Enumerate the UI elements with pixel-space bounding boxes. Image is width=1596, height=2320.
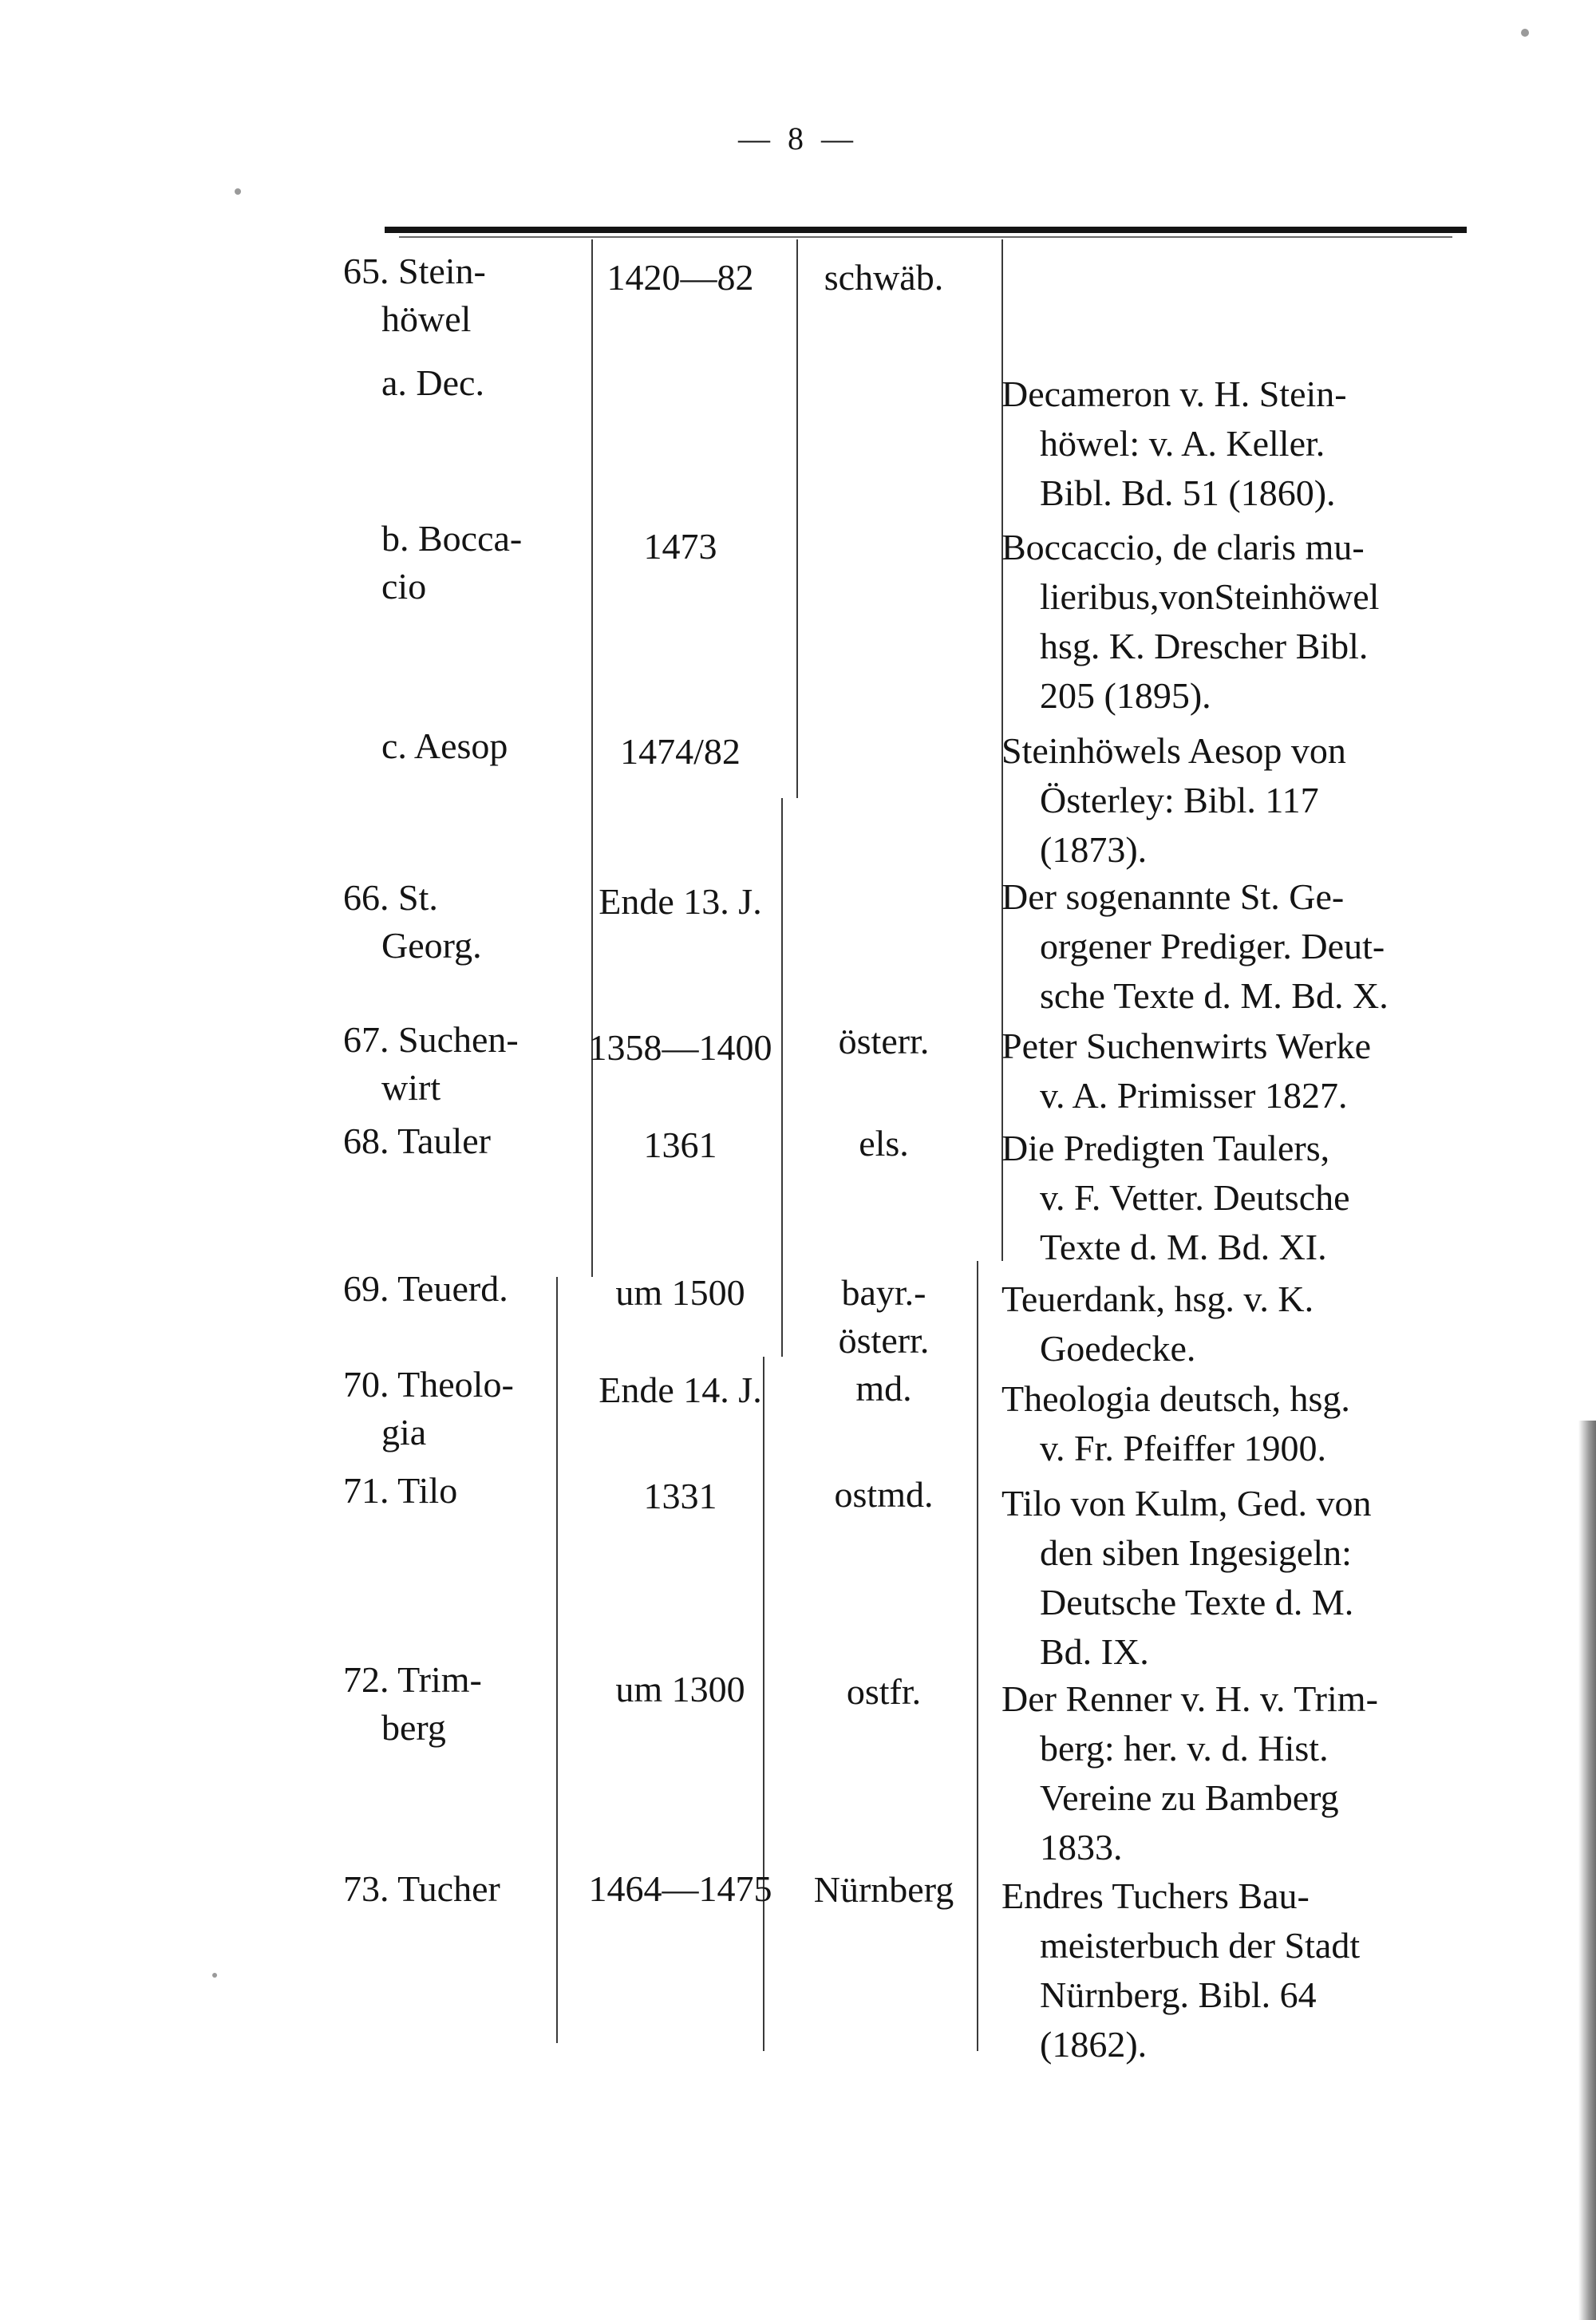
scan-speck: [212, 1973, 217, 1978]
entry-name: b. Bocca- cio: [381, 518, 523, 607]
entry-edition: Decameron v. H. Stein- höwel: v. A. Keller. Bibl. Bd. 51 (1860).: [1001, 373, 1347, 513]
page-number: — 8 —: [738, 121, 858, 156]
entry-dialect: ostmd.: [834, 1474, 934, 1515]
column-divider: [796, 239, 798, 798]
entry-dialect: bayr.- österr.: [838, 1272, 930, 1361]
entry-edition: Teuerdank, hsg. v. K. Goedecke.: [1001, 1279, 1314, 1369]
entry-date: 1358—1400: [588, 1027, 772, 1068]
entry-date: Ende 14. J.: [598, 1369, 762, 1410]
entry-date: 1464—1475: [588, 1868, 772, 1909]
entry-edition: Theologia deutsch, hsg. v. Fr. Pfeiffer 1900.: [1001, 1378, 1350, 1468]
scan-speck: [235, 188, 241, 195]
entry-dialect: els.: [859, 1123, 909, 1164]
entry-date: 1474/82: [620, 731, 741, 772]
header-rule-thin: [399, 236, 1452, 238]
entry-name: 73. Tucher: [343, 1868, 500, 1909]
entry-name: a. Dec.: [381, 362, 484, 403]
entry-name: c. Aesop: [381, 725, 508, 766]
header-rule: [385, 227, 1467, 233]
entry-name: 72. Trim- berg: [343, 1659, 482, 1748]
entry-name: 67. Suchen- wirt: [343, 1019, 519, 1108]
entry-date: 1473: [643, 526, 717, 567]
entry-dialect: schwäb.: [824, 257, 944, 298]
entry-name: 69. Teuerd.: [343, 1268, 508, 1309]
entry-edition: Boccaccio, de claris mu- lieribus,vonSteinhöwel hsg. K. Drescher Bibl. 205 (1895).: [1001, 527, 1380, 716]
entry-name: 71. Tilo: [343, 1470, 458, 1511]
page-edge-shadow: [1578, 1421, 1596, 2320]
entry-date: 1420—82: [606, 257, 754, 298]
entry-edition: Der sogenannte St. Ge- orgener Prediger. Deut- sche Texte d. M. Bd. X.: [1001, 876, 1389, 1016]
entry-edition: Steinhöwels Aesop von Österley: Bibl. 117 (1873).: [1001, 730, 1346, 870]
entry-edition: Peter Suchenwirts Werke v. A. Primisser 1827.: [1001, 1026, 1371, 1116]
entry-dialect: Nürnberg: [813, 1869, 954, 1910]
entry-dialect: ostfr.: [846, 1671, 922, 1712]
entry-edition: Die Predigten Taulers, v. F. Vetter. Deutsche Texte d. M. Bd. XI.: [1001, 1128, 1350, 1267]
entry-edition: Endres Tuchers Bau- meisterbuch der Stadt Nürnberg. Bibl. 64 (1862).: [1001, 1875, 1361, 2065]
entry-date: 1331: [643, 1476, 717, 1516]
entry-dialect: md.: [855, 1368, 912, 1409]
entry-name: 65. Stein- höwel: [343, 251, 486, 339]
scan-speck: [1521, 29, 1529, 37]
entry-edition: Tilo von Kulm, Ged. von den siben Ingesigeln: Deutsche Texte d. M. Bd. IX.: [1001, 1483, 1372, 1672]
entry-name: 68. Tauler: [343, 1120, 491, 1161]
entry-date: 1361: [643, 1124, 717, 1165]
entry-date: um 1500: [615, 1272, 745, 1313]
entry-edition: Der Renner v. H. v. Trim- berg: her. v. d. Hist. Vereine zu Bamberg 1833.: [1001, 1678, 1378, 1867]
entry-date: Ende 13. J.: [598, 881, 762, 922]
entry-name: 70. Theolo- gia: [343, 1364, 514, 1452]
entry-date: um 1300: [615, 1669, 745, 1709]
entry-dialect: österr.: [838, 1021, 930, 1061]
entry-name: 66. St. Georg.: [343, 877, 482, 966]
